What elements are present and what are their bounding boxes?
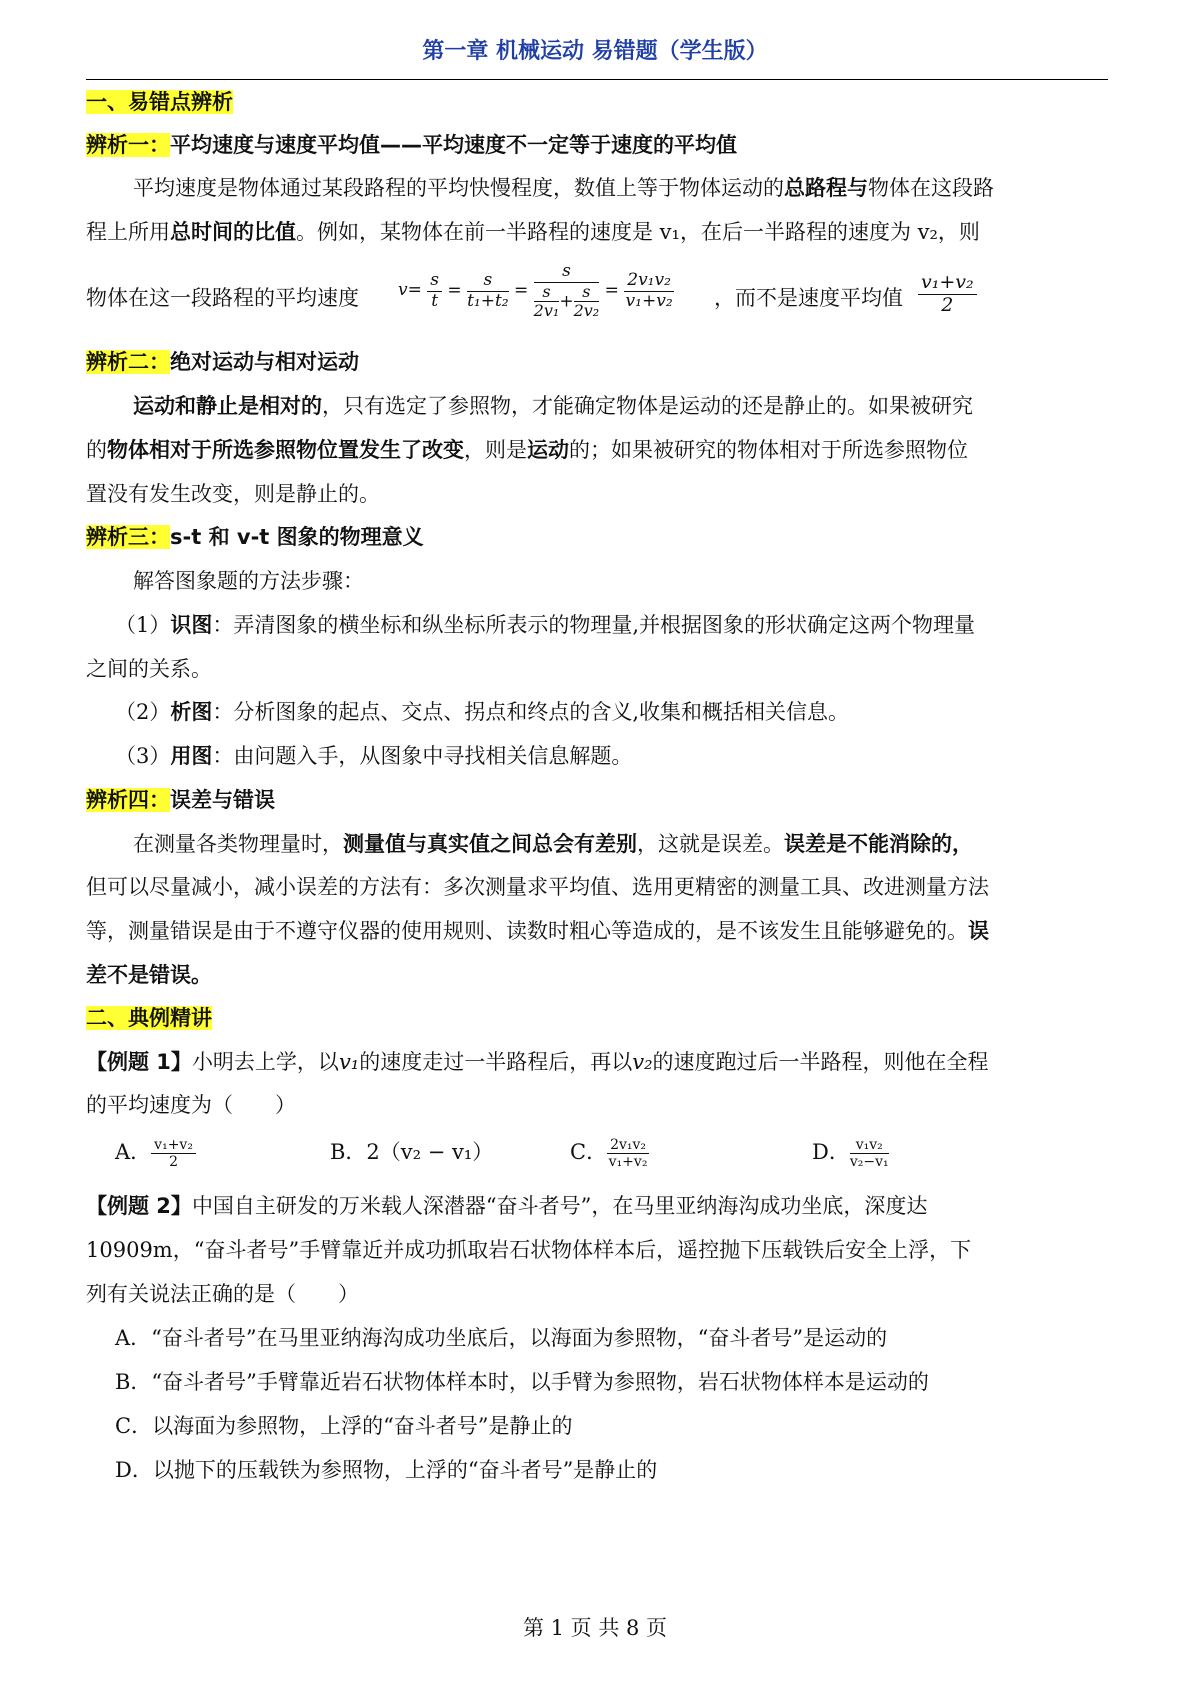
page-title: 第一章 机械运动 易错题（学生版） (422, 39, 768, 64)
analysis-1-paragraph-line: 平均速度是物体通过某段路程的平均快慢程度，数值上等于物体运动的总路程与物体在这段路 (133, 176, 994, 200)
page-footer: 第 1 页 共 8 页 (522, 1616, 668, 1640)
document-page: 第一章 机械运动 易错题（学生版） 一、易错点辨析 辨析一：平均速度与速度平均值——平均速度不一定等于速度的平均值 平均速度是物体通过某段路程的平均快慢程度，数值上等于物体运动的总路程与物体在这段路 程上所用总时间的比值。例如，某物体在前一半路程的速度是 v₁，在后一半路程的速度为 v₂，则 物体在这一段路程的平均速度 v= $\frac{s}{t}$ = $\frac{s}{\text{t₁+t₂}}$ = s $\frac{s}{\text{2v₁}}$ + $\frac{s}{\text{2v₂}}$ = $\frac{\text{2v₁v₂}}{\text{v₁+v₂}}$ ，而不是速度平均值 $\frac{\text{v₁+v₂}}{2}$ 辨析二：绝对运动与相对运动 运动和静止是相对的，只有选定了参照物，才能确定物体是运动的还是静止的。如果被研究 的物体相对于所选参照物位置发生了改变，则是运动的；如果被研究的物体相对于所选参照物位 置没有发生改变，则是静止的。 辨析三：s-t 和 v-t 图象的物理意义 解答图象题的方法步骤： （1）识图：弄清图象的横坐标和纵坐标所表示的物理量,并根据图象的形状确定这两个物理量 之间的关系。 （2）析图：分析图象的起点、交点、拐点和终点的含义,收集和概括相关信息。 （3）用图：由问题入手，从图象中寻找相关信息解题。 辨析四：误差与错误 在测量各类物理量时，测量值与真实值之间总会有差别，这就是误差。误差是不能消除的， 但可以尽量减小，减小误差的方法有：多次测量求平均值、选用更精密的测量工具、改进测量方法 等，测量错误是由于不遵守仪器的使用规则、读数时粗心等造成的，是不该发生且能够避免的。误 差不是错误。 二、典例精讲 【例题 1】小明去上学，以v₁的速度走过一半路程后，再以v₂的速度跑过后一半路程，则他在全程 的平均速度为（ ） A． $\frac{\text{v₁+v₂}}{2}$ B．2（v₂ − v₁） C． $\frac{\text{2v₁v₂}}{\text{v₁+v₂}}$ D． $\frac{\text{v₁v₂}}{\text{v₂−v₁}}$ 【例题 2】中国自主研发的万米载人深潜器“奋斗者号”，在马里亚纳海沟成功坐底，深度达 10909m，“奋斗者号”手臂靠近并成功抓取岩石状物体样本后，遥控抛下压载铁后安全上浮，下 列有关说法正确的是（ ） A．“奋斗者号”在马里亚纳海沟成功坐底后，以海面为参照物，“奋斗者号”是运动的 B．“奋斗者号”手臂靠近岩石状物体样本时，以手臂为参照物，岩石状物体样本是运动的 C．以海面为参照物，上浮的“奋斗者号”是静止的 D．以抛下的压载铁为参照物，上浮的“奋斗者号”是静止的 第 1 页 共 8 页 (0, 0, 1190, 1682)
analysis-3-step-1: （1）识图：弄清图象的横坐标和纵坐标所表示的物理量,并根据图象的形状确定这两个物理量 (115, 613, 976, 637)
analysis-4-paragraph-line: 等，测量错误是由于不遵守仪器的使用规则、读数时粗心等造成的，是不该发生且能够避免的。误 (86, 919, 989, 943)
example-1-option-b[interactable]: B．2（v₂ − v₁） (330, 1140, 494, 1164)
example-2-option-c[interactable]: C．以海面为参照物，上浮的“奋斗者号”是静止的 (115, 1414, 573, 1438)
section-heading-1: 一、易错点辨析 (86, 90, 233, 114)
analysis-4-heading: 辨析四：误差与错误 (86, 788, 275, 812)
analysis-3-heading: 辨析三：s-t 和 v-t 图象的物理意义 (86, 525, 424, 549)
example-1-option-d[interactable]: D． $\frac{\text{v₁v₂}}{\text{v₂−v₁}}$ (812, 1136, 889, 1170)
analysis-4-paragraph-line: 在测量各类物理量时，测量值与真实值之间总会有差别，这就是误差。误差是不能消除的， (133, 832, 973, 856)
header-divider (86, 79, 1108, 80)
analysis-2-paragraph-line: 置没有发生改变，则是静止的。 (86, 482, 380, 506)
analysis-2-paragraph-line: 的物体相对于所选参照物位置发生了改变，则是运动的；如果被研究的物体相对于所选参照物位 (86, 438, 968, 462)
speed-mean-formula: $\frac{\text{v₁+v₂}}{2}$ (918, 272, 977, 317)
analysis-4-paragraph-line: 但可以尽量减小，减小误差的方法有：多次测量求平均值、选用更精密的测量工具、改进测量方法 (86, 875, 989, 899)
analysis-3-step-3: （3）用图：由问题入手，从图象中寻找相关信息解题。 (115, 744, 633, 768)
example-2-option-d[interactable]: D．以抛下的压载铁为参照物，上浮的“奋斗者号”是静止的 (115, 1458, 658, 1482)
analysis-3-step-2: （2）析图：分析图象的起点、交点、拐点和终点的含义,收集和概括相关信息。 (115, 700, 850, 724)
example-2-option-a[interactable]: A．“奋斗者号”在马里亚纳海沟成功坐底后，以海面为参照物，“奋斗者号”是运动的 (115, 1326, 888, 1350)
example-2-option-b[interactable]: B．“奋斗者号”手臂靠近岩石状物体样本时，以手臂为参照物，岩石状物体样本是运动的 (115, 1370, 929, 1394)
analysis-1-heading: 辨析一：平均速度与速度平均值——平均速度不一定等于速度的平均值 (86, 133, 737, 157)
example-2-question-cont: 列有关说法正确的是（ ） (86, 1282, 359, 1306)
example-2-question-cont: 10909m，“奋斗者号”手臂靠近并成功抓取岩石状物体样本后，遥控抛下压载铁后安全上浮，下 (86, 1238, 972, 1262)
analysis-3-step-1-cont: 之间的关系。 (86, 657, 212, 681)
example-1-question-cont: 的平均速度为（ ） (86, 1093, 296, 1117)
example-1-question: 【例题 1】小明去上学，以v₁的速度走过一半路程后，再以v₂的速度跑过后一半路程，则他在全程 (86, 1050, 989, 1074)
analysis-2-paragraph-line: 运动和静止是相对的，只有选定了参照物，才能确定物体是运动的还是静止的。如果被研究 (133, 394, 973, 418)
analysis-1-formula-line: 物体在这一段路程的平均速度 (86, 286, 359, 310)
example-2-question: 【例题 2】中国自主研发的万米载人深潜器“奋斗者号”，在马里亚纳海沟成功坐底，深度达 (86, 1194, 928, 1218)
average-speed-formula: v= $\frac{s}{t}$ = $\frac{s}{\text{t₁+t₂}}$ = s $\frac{s}{\text{2v₁}}$ + $\frac{s}{\text{2v₂}}$ = $\frac{\text{2v₁v₂}}{\text{v₁+v₂}}$ (398, 261, 673, 320)
analysis-2-heading: 辨析二：绝对运动与相对运动 (86, 350, 359, 374)
example-1-option-c[interactable]: C． $\frac{\text{2v₁v₂}}{\text{v₁+v₂}}$ (570, 1136, 648, 1170)
analysis-4-paragraph-line: 差不是错误。 (86, 963, 212, 987)
example-1-option-a[interactable]: A． $\frac{\text{v₁+v₂}}{2}$ (115, 1136, 196, 1170)
section-heading-2: 二、典例精讲 (86, 1006, 212, 1030)
analysis-3-intro: 解答图象题的方法步骤： (133, 569, 364, 593)
analysis-1-paragraph-line: 程上所用总时间的比值。例如，某物体在前一半路程的速度是 v₁，在后一半路程的速度为 v₂，则 (86, 220, 980, 244)
